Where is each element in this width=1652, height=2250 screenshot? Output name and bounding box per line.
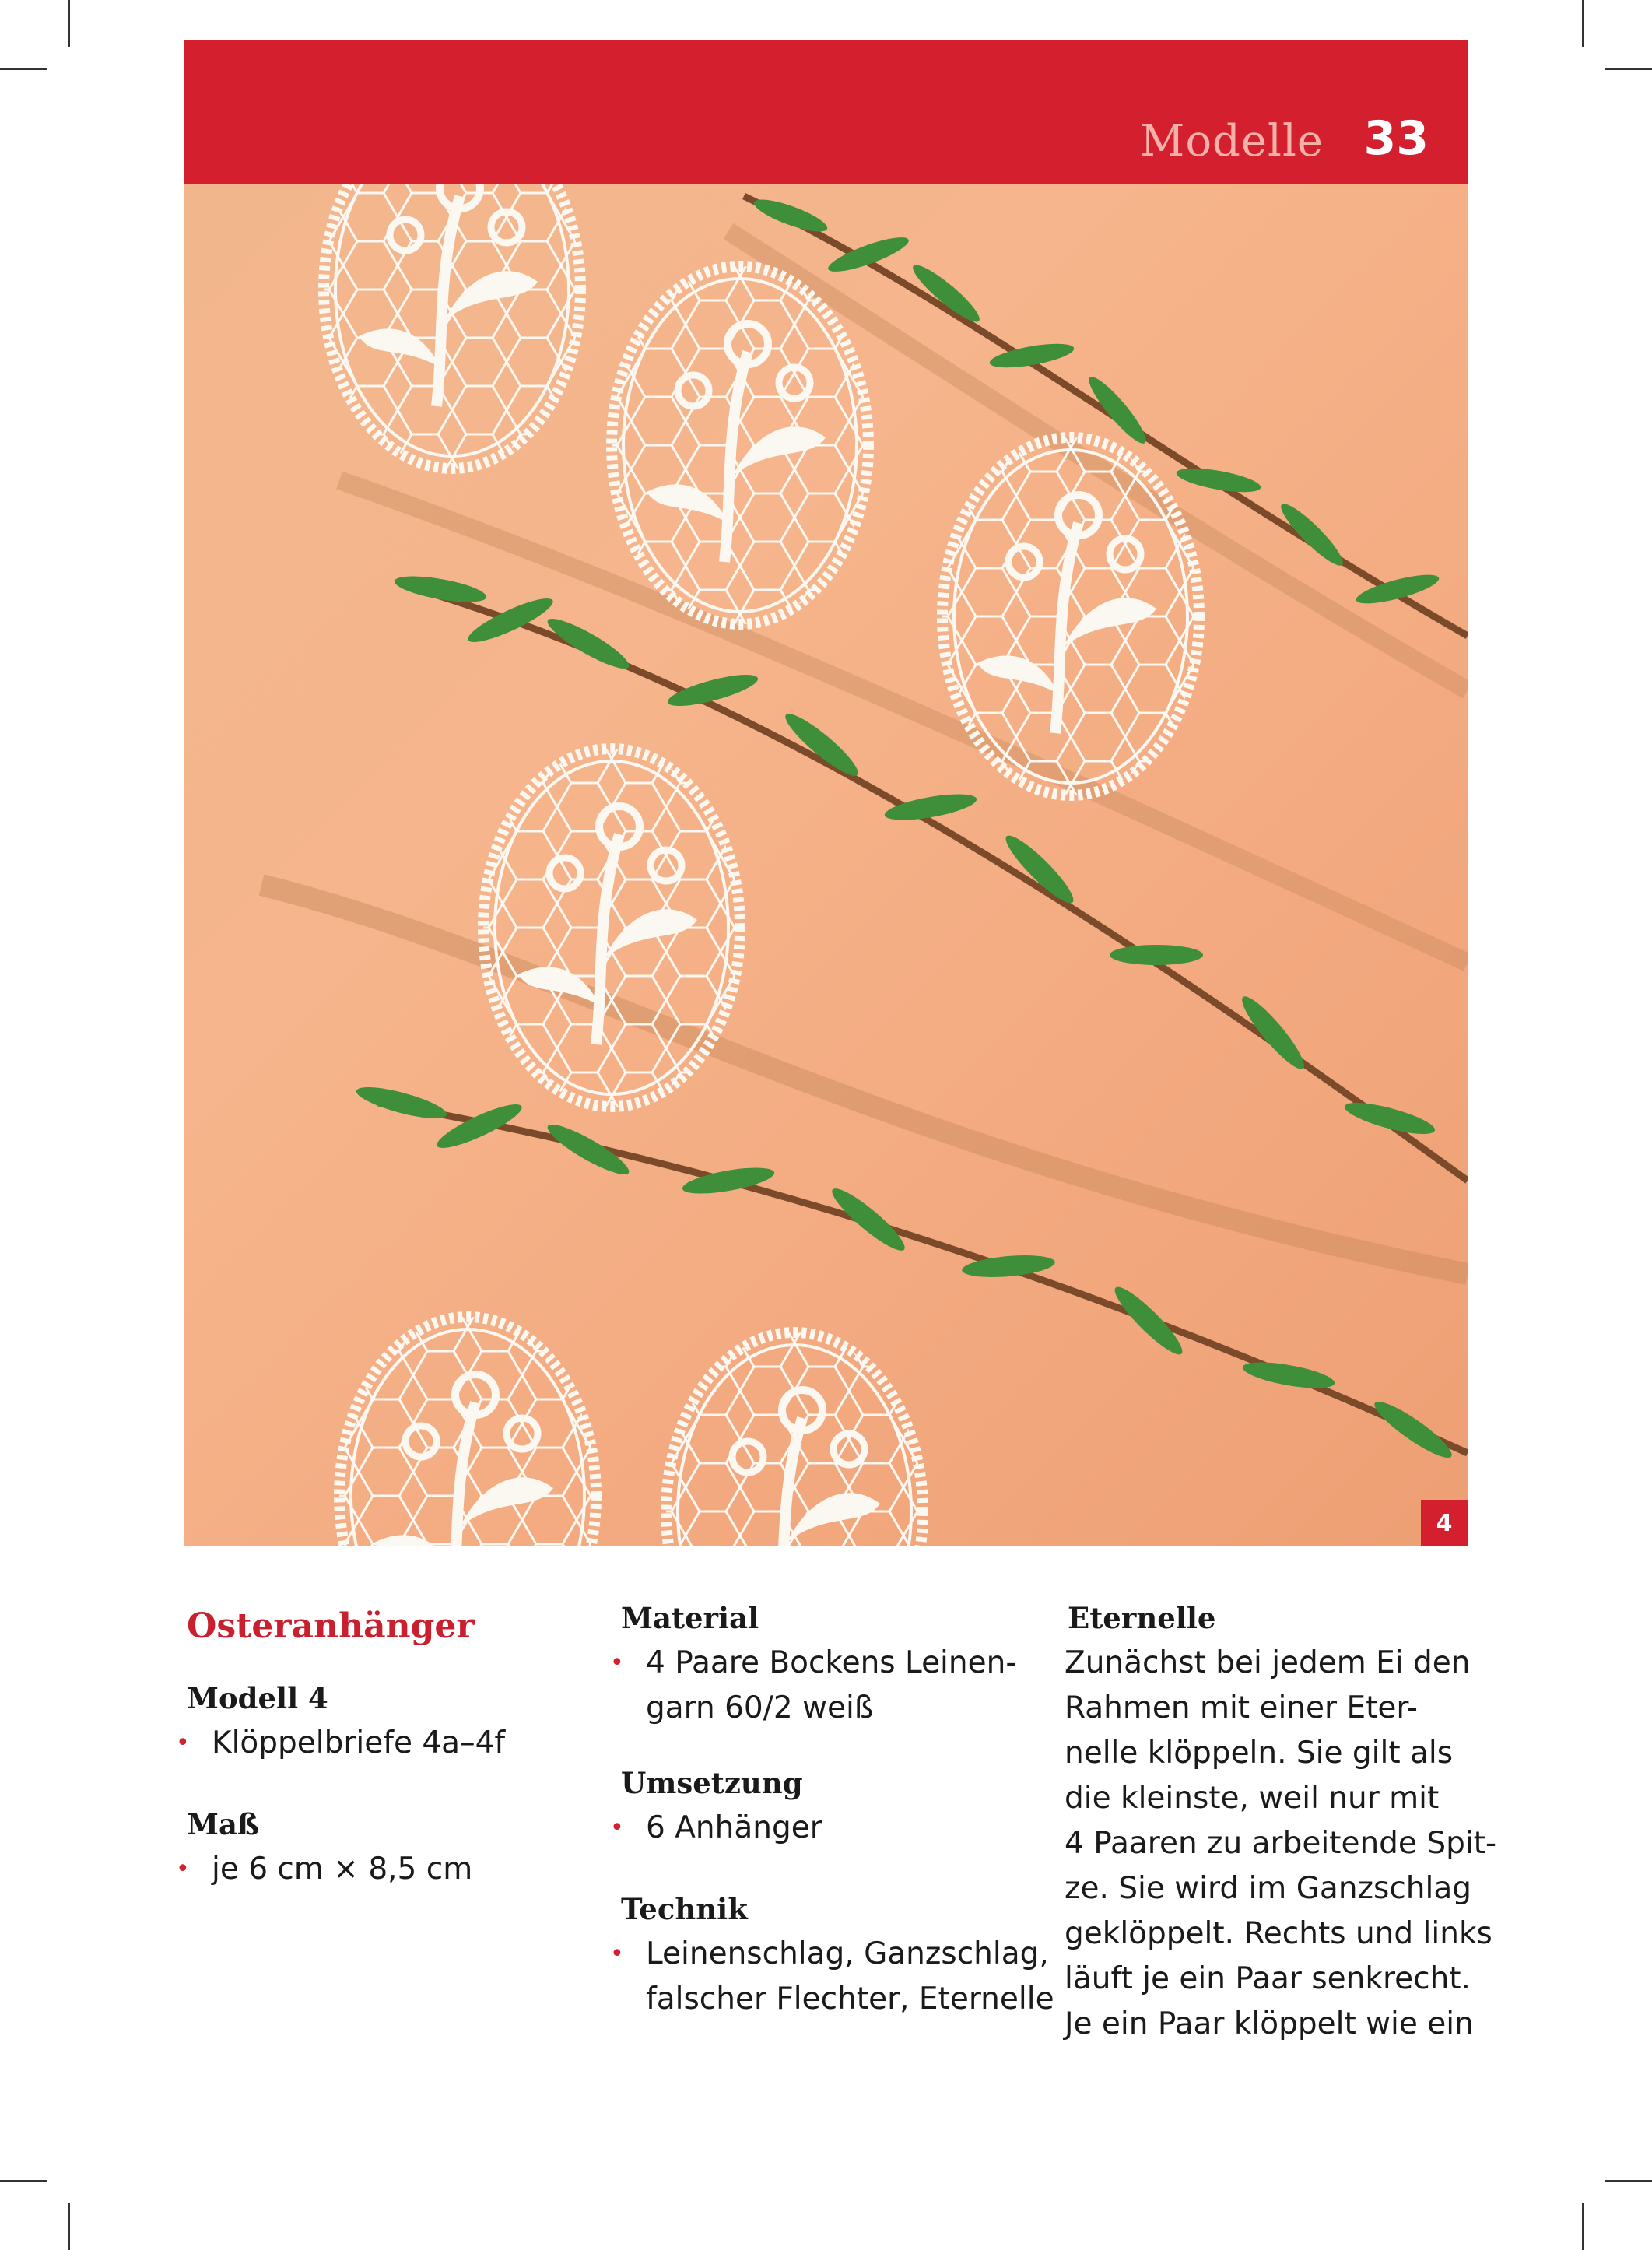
material-line: garn 60/2 weiß — [646, 1690, 874, 1725]
paragraph-line: Rahmen mit einer Eter- — [1065, 1690, 1418, 1725]
section-title: Modelle — [1139, 116, 1324, 167]
article-title: Osteranhänger — [187, 1606, 475, 1646]
paragraph-line: Je ein Paar klöppelt wie ein — [1065, 2006, 1474, 2041]
model-heading: Modell 4 — [187, 1681, 328, 1715]
paragraph-line: nelle klöppeln. Sie gilt als — [1065, 1736, 1454, 1771]
technik-heading: Technik — [621, 1892, 748, 1926]
lace-egg-4 — [483, 749, 740, 1107]
material-item — [607, 1641, 1043, 1731]
umsetzung-item: • 6 Anhänger — [607, 1806, 1043, 1851]
lace-egg-5 — [339, 1317, 596, 1546]
lace-egg-3 — [942, 437, 1199, 795]
lace-egg-2 — [612, 266, 868, 624]
crop-mark — [1605, 2180, 1652, 2182]
column-right — [1065, 1595, 1497, 2047]
paragraph-line: geklöppelt. Rechts und links — [1065, 1916, 1492, 1951]
crop-mark — [68, 0, 70, 47]
crop-mark — [1582, 0, 1584, 47]
material-line: • 4 Paare Bockens Leinen- — [646, 1645, 1017, 1680]
crop-mark — [1605, 68, 1652, 70]
paragraph-line: läuft je ein Paar senkrecht. — [1065, 1961, 1471, 1996]
technik-line: • Leinenschlag, Ganzschlag, — [646, 1936, 1049, 1971]
crop-mark — [68, 2203, 70, 2250]
lace-egg-6 — [666, 1332, 923, 1546]
model-item: • Klöppelbriefe 4a–4f — [173, 1721, 546, 1766]
lace-eggs-photo — [184, 184, 1468, 1546]
paragraph-line: ze. Sie wird im Ganzschlag — [1065, 1871, 1471, 1906]
page-number: 33 — [1363, 111, 1429, 166]
header-band — [184, 40, 1468, 184]
lace-egg-1 — [324, 184, 580, 469]
technik-item — [607, 1932, 1054, 2022]
umsetzung-heading: Umsetzung — [621, 1766, 803, 1800]
size-heading: Maß — [187, 1807, 260, 1841]
paragraph-line: Zunächst bei jedem Ei den — [1065, 1645, 1471, 1680]
photo-illustration — [184, 184, 1468, 1546]
paragraph-line: 4 Paaren zu arbeitende Spit- — [1065, 1826, 1497, 1861]
column-middle — [607, 1595, 1054, 2022]
eternelle-paragraph — [1065, 1641, 1497, 2047]
eternelle-heading: Eternelle — [1068, 1601, 1216, 1635]
size-item: • je 6 cm × 8,5 cm — [173, 1847, 546, 1892]
crop-mark — [0, 2180, 47, 2182]
crop-mark — [0, 68, 47, 70]
figure-number-badge: 4 — [1421, 1500, 1468, 1546]
paragraph-line: die kleinste, weil nur mit — [1065, 1781, 1440, 1816]
technik-line: falscher Flechter, Eternelle — [646, 1981, 1054, 2017]
material-heading: Material — [621, 1601, 759, 1635]
crop-mark — [1582, 2203, 1584, 2250]
column-left — [173, 1595, 546, 1892]
